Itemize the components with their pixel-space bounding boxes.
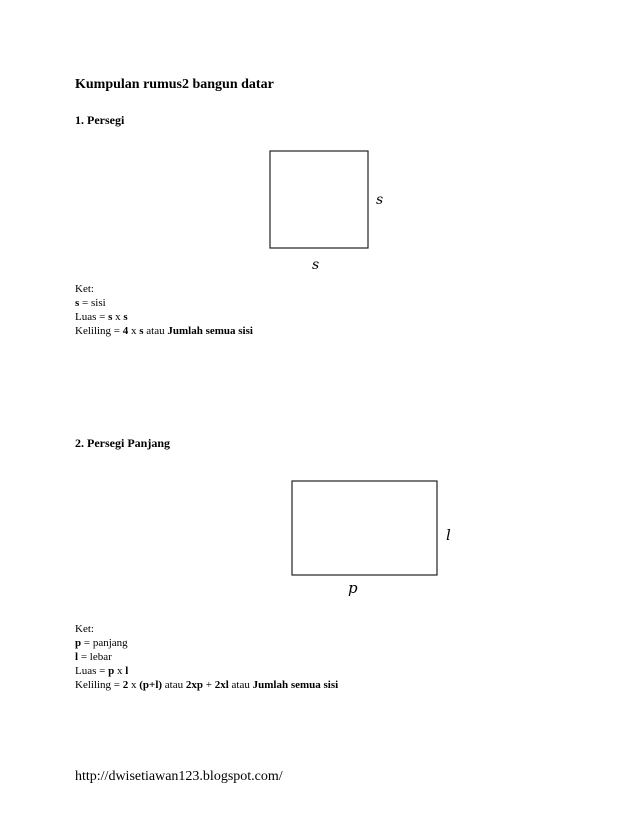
rectangle-side-label: l (446, 526, 451, 544)
ket-line-luas: Luas = s x s (75, 311, 128, 323)
ket-label: Ket: (75, 283, 94, 295)
ket-line: l = lebar (75, 651, 112, 663)
ket-label: Ket: (75, 623, 94, 635)
rectangle-shape (292, 481, 437, 575)
document-title: Kumpulan rumus2 bangun datar (75, 77, 274, 92)
section-heading-persegi: 1. Persegi (75, 113, 125, 127)
rectangle-bottom-label: p (348, 579, 358, 597)
square-figure (260, 145, 400, 275)
section-heading-persegi-panjang: 2. Persegi Panjang (75, 436, 170, 450)
square-bottom-label: s (312, 257, 320, 273)
ket-line: s = sisi (75, 297, 106, 309)
ket-block-persegi (75, 282, 253, 338)
footer-url: http://dwisetiawan123.blogspot.com/ (75, 769, 283, 784)
square-shape (270, 151, 368, 248)
ket-line-keliling: Keliling = 4 x s atau Jumlah semua sisi (75, 325, 253, 337)
ket-line-luas: Luas = p x l (75, 665, 129, 677)
ket-block-persegi-panjang (75, 622, 338, 692)
square-side-label: s (376, 192, 384, 208)
rectangle-figure (282, 475, 472, 597)
ket-line-keliling: Keliling = 2 x (p+l) atau 2xp + 2xl atau Jumlah semua sisi (75, 679, 339, 691)
ket-line: p = panjang (75, 637, 128, 649)
